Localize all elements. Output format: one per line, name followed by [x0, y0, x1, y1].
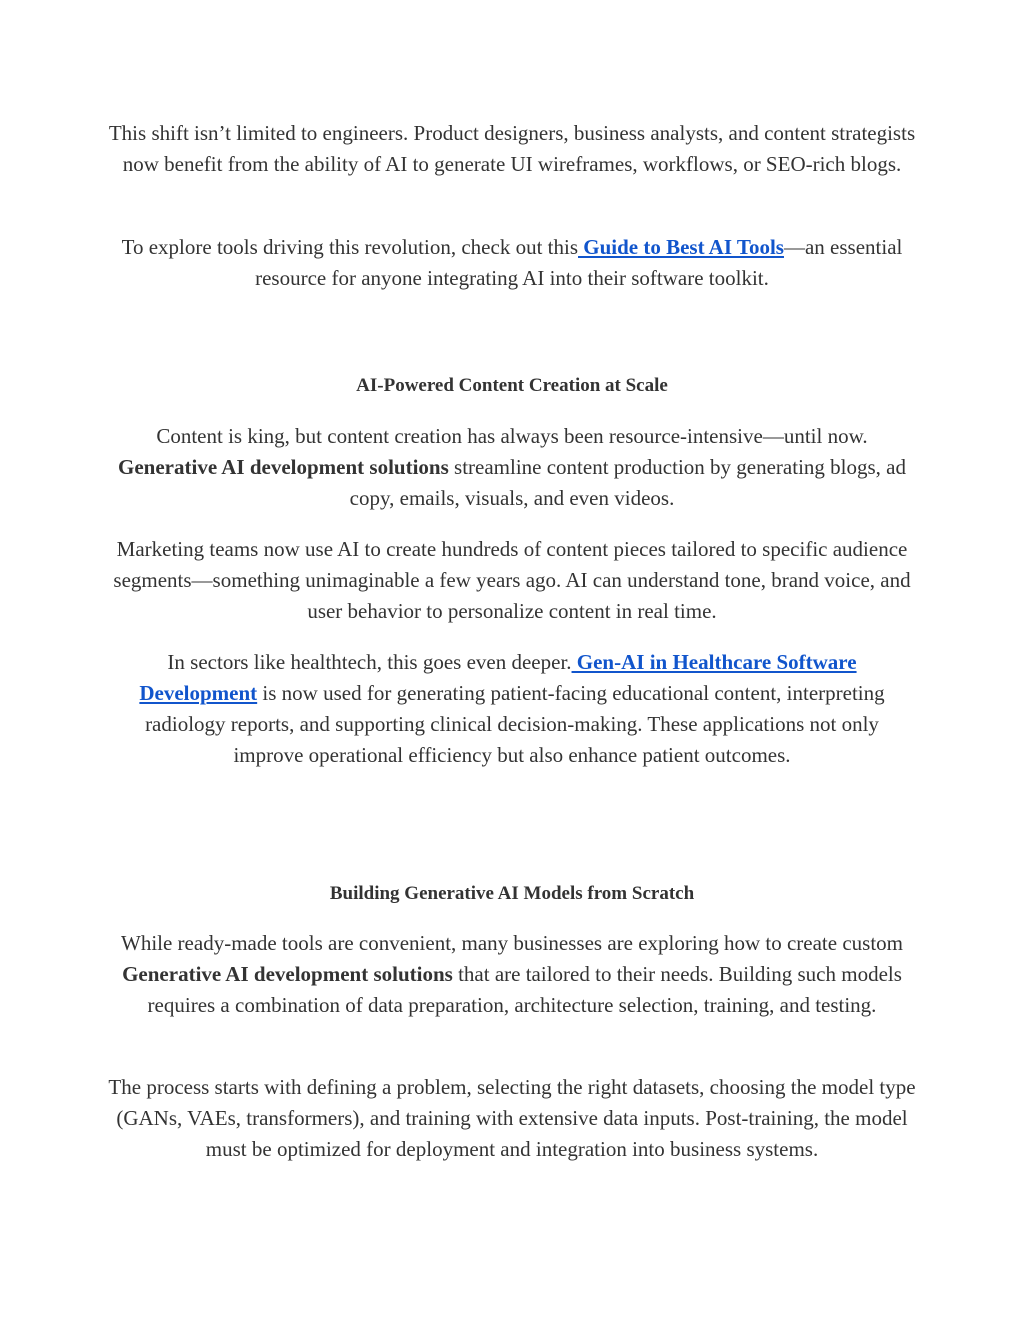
paragraph-text: Content is king, but content creation has always been resource-intensive—until now. — [156, 424, 868, 448]
paragraph-text: In sectors like healthtech, this goes even deeper. — [167, 650, 572, 674]
paragraph-explore-tools — [108, 232, 916, 294]
heading-building-models: Building Generative AI Models from Scratch — [329, 883, 695, 904]
heading-content-creation: AI-Powered Content Creation at Scale — [356, 375, 668, 396]
paragraph-text: Marketing teams now use AI to create hundreds of content pieces tailored to specific audience segments—something unimaginable a few years ago. AI can understand tone, brand voice, and user behavior to personalize content in real time. — [113, 537, 911, 623]
gen-ai-healthcare-link[interactable]: Gen-AI in Healthcare Software Development — [139, 650, 857, 705]
paragraph-text: streamline content production by generating blogs, ad copy, emails, visuals, and even videos. — [349, 455, 906, 510]
paragraph-text: While ready-made tools are convenient, many businesses are exploring how to create custom — [121, 931, 903, 955]
paragraph-content-is-king — [108, 421, 916, 514]
paragraph-process-starts — [108, 1072, 916, 1165]
paragraph-text: This shift isn’t limited to engineers. Product designers, business analysts, and content strategists now benefit from the ability of AI to generate UI wireframes, workflows, or SEO-rich blogs. — [108, 121, 916, 176]
paragraph-text: that are tailored to their needs. Building such models requires a combination of data preparation, architecture selection, training, and testing. — [147, 962, 902, 1017]
paragraph-ready-made-tools — [108, 928, 916, 1021]
paragraph-healthtech — [108, 647, 916, 771]
guide-to-best-ai-tools-link[interactable]: Guide to Best AI Tools — [578, 235, 784, 259]
paragraph-text: —an essential resource for anyone integrating AI into their software toolkit. — [255, 235, 903, 290]
paragraph-text: is now used for generating patient-facing educational content, interpreting radiology reports, and supporting clinical decision-making. These applications not only improve operational efficiency but also enhance patient outcomes. — [145, 681, 885, 767]
paragraph-shift-not-limited — [108, 118, 916, 180]
bold-phrase: Generative AI development solutions — [122, 962, 453, 986]
paragraph-text: The process starts with defining a problem, selecting the right datasets, choosing the model type (GANs, VAEs, transformers), and training with extensive data inputs. Post-training, the model must be optimized for deployment and integration into business systems. — [108, 1075, 916, 1161]
paragraph-text: To explore tools driving this revolution, check out this — [121, 235, 578, 259]
bold-phrase: Generative AI development solutions — [118, 455, 449, 479]
paragraph-marketing-teams — [108, 534, 916, 627]
